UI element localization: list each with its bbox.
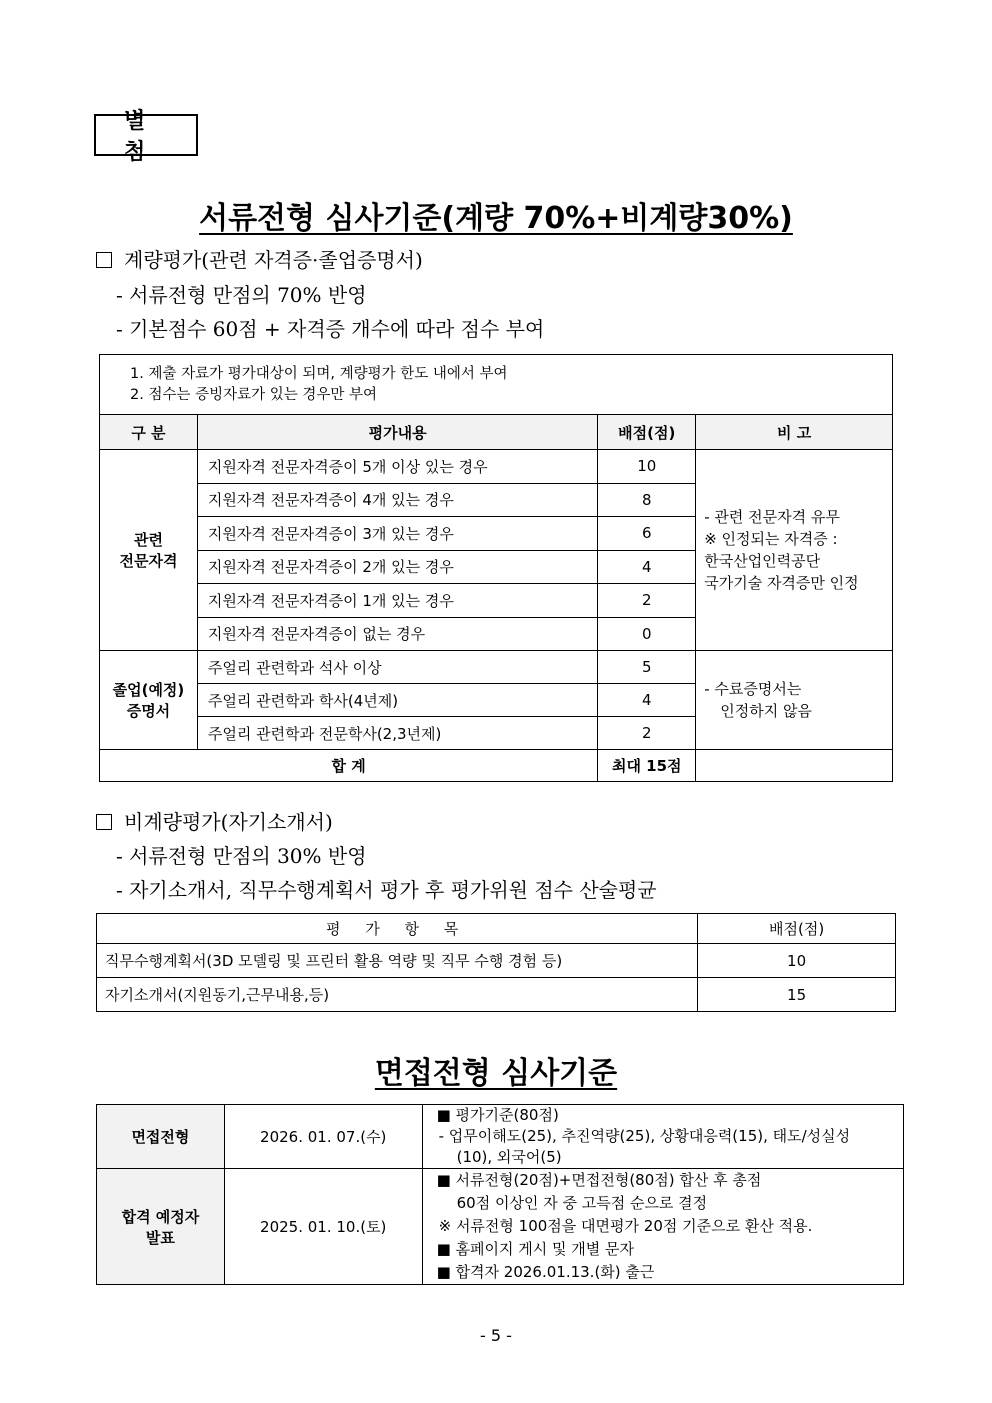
table-row	[100, 450, 893, 484]
header-content: 평가내용	[197, 415, 597, 450]
table-row	[97, 944, 896, 978]
row-date: 2026. 01. 07.(수)	[224, 1105, 422, 1169]
row-score: 6	[598, 517, 696, 551]
total-score: 최대 15점	[598, 750, 696, 782]
table-row	[97, 1105, 904, 1169]
row-score: 5	[598, 651, 696, 684]
group-remark-graduation: - 수료증명서는 인정하지 않음	[696, 651, 893, 750]
row-score: 10	[698, 944, 896, 978]
row-label: 면접전형	[97, 1105, 225, 1169]
section1-title: 서류전형 심사기준(계량 70%+비계량30%)	[199, 201, 793, 236]
row-content: 주얼리 관련학과 전문학사(2,3년제)	[197, 717, 597, 750]
quant-table	[99, 354, 893, 782]
row-content: 지원자격 전문자격증이 4개 있는 경우	[197, 483, 597, 517]
row-details: ■ 서류전형(20점)+면접전형(80점) 합산 후 총점 60점 이상인 자 중 고득점 순으로 결정 ※ 서류전형 100점을 대면평가 20점 기준으로 환산 적용. ■ 홈페이지 게시 및 개별 문자 ■ 합격자 2026.01.13.(화) 출근	[422, 1169, 903, 1285]
row-content: 지원자격 전문자격증이 3개 있는 경우	[197, 517, 597, 551]
row-score: 4	[598, 684, 696, 717]
nonquant-heading: 비계량평가(자기소개서)	[96, 806, 333, 835]
header-category: 구 분	[100, 415, 198, 450]
row-content: 지원자격 전문자격증이 5개 이상 있는 경우	[197, 450, 597, 484]
header-score: 배점(점)	[598, 415, 696, 450]
header-score: 배점(점)	[698, 914, 896, 944]
quant-line-1: - 서류전형 만점의 70% 반영	[116, 283, 367, 307]
row-score: 15	[698, 978, 896, 1012]
row-score: 2	[598, 584, 696, 618]
interview-table	[96, 1104, 904, 1285]
row-details: ■ 평가기준(80점) - 업무이해도(25), 추진역량(25), 상황대응력(15), 태도/성실성 (10), 외국어(5)	[422, 1105, 903, 1169]
row-item: 직무수행계획서(3D 모델링 및 프린터 활용 역량 및 직무 수행 경험 등)	[97, 944, 698, 978]
header-remark: 비 고	[696, 415, 893, 450]
quant-heading: 계량평가(관련 자격증·졸업증명서)	[96, 244, 423, 273]
row-content: 주얼리 관련학과 석사 이상	[197, 651, 597, 684]
row-content: 지원자격 전문자격증이 2개 있는 경우	[197, 550, 597, 584]
nonquant-table	[96, 913, 896, 1012]
checkbox-icon	[96, 814, 112, 830]
row-score: 4	[598, 550, 696, 584]
total-remark	[696, 750, 893, 782]
nonquant-line-2: - 자기소개서, 직무수행계획서 평가 후 평가위원 점수 산술평균	[116, 878, 657, 902]
group-label-graduation: 졸업(예정) 증명서	[100, 651, 198, 750]
row-date: 2025. 01. 10.(토)	[224, 1169, 422, 1285]
header-item: 평 가 항 목	[97, 914, 698, 944]
row-score: 2	[598, 717, 696, 750]
row-score: 8	[598, 483, 696, 517]
page-number: - 5 -	[480, 1326, 512, 1345]
attachment-label: 별 첨	[94, 114, 198, 156]
row-content: 주얼리 관련학과 학사(4년제)	[197, 684, 597, 717]
row-content: 지원자격 전문자격증이 1개 있는 경우	[197, 584, 597, 618]
group-remark-certificates: - 관련 전문자격 유무 ※ 인정되는 자격증 : 한국산업인력공단 국가기술 자격증만 인정	[696, 450, 893, 651]
table-row	[97, 1169, 904, 1285]
row-content: 지원자격 전문자격증이 없는 경우	[197, 617, 597, 651]
row-score: 0	[598, 617, 696, 651]
section2-title: 면접전형 심사기준	[374, 1056, 618, 1091]
nonquant-line-1: - 서류전형 만점의 30% 반영	[116, 844, 367, 868]
quant-line-2: - 기본점수 60점 + 자격증 개수에 따라 점수 부여	[116, 317, 545, 341]
row-label: 합격 예정자 발표	[97, 1169, 225, 1285]
row-item: 자기소개서(지원동기,근무내용,등)	[97, 978, 698, 1012]
total-row	[100, 750, 893, 782]
table-row	[97, 978, 896, 1012]
row-score: 10	[598, 450, 696, 484]
total-label: 합 계	[100, 750, 598, 782]
table-row	[100, 651, 893, 684]
group-label-certificates: 관련 전문자격	[100, 450, 198, 651]
checkbox-icon	[96, 252, 112, 268]
table-notes: 1. 제출 자료가 평가대상이 되며, 계량평가 한도 내에서 부여 2. 점수는 증빙자료가 있는 경우만 부여	[100, 355, 893, 415]
